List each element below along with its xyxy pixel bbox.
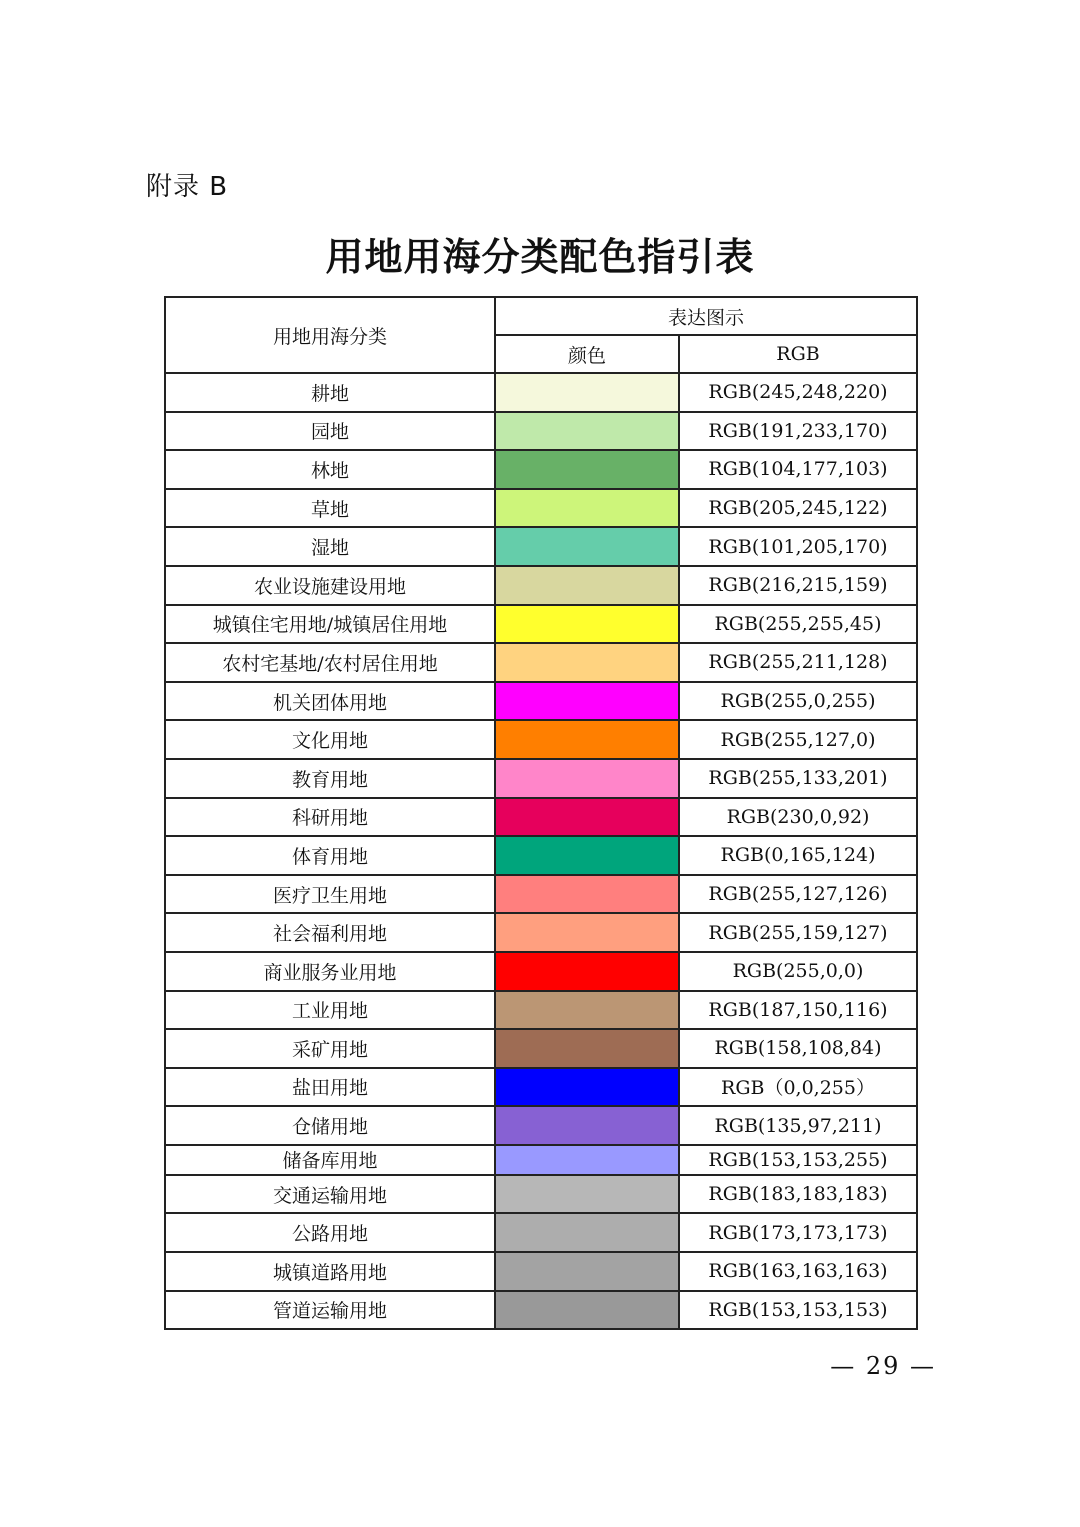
color-swatch	[495, 1145, 679, 1175]
rgb-value: RGB(183,183,183)	[679, 1175, 917, 1214]
color-swatch	[495, 489, 679, 528]
color-swatch	[495, 605, 679, 644]
rgb-value: RGB(230,0,92)	[679, 798, 917, 837]
color-swatch	[495, 527, 679, 566]
land-use-category: 商业服务业用地	[165, 952, 495, 991]
rgb-value: RGB(153,153,255)	[679, 1145, 917, 1175]
land-use-category: 交通运输用地	[165, 1175, 495, 1214]
color-swatch	[495, 875, 679, 914]
rgb-value: RGB(205,245,122)	[679, 489, 917, 528]
rgb-value: RGB(104,177,103)	[679, 450, 917, 489]
land-use-category: 管道运输用地	[165, 1291, 495, 1330]
color-swatch	[495, 1213, 679, 1252]
header-category: 用地用海分类	[165, 297, 495, 373]
color-swatch	[495, 1068, 679, 1107]
table-row	[165, 720, 917, 759]
rgb-value: RGB(0,165,124)	[679, 836, 917, 875]
land-use-category: 园地	[165, 412, 495, 451]
rgb-value: RGB(255,211,128)	[679, 643, 917, 682]
color-swatch	[495, 412, 679, 451]
table-row	[165, 836, 917, 875]
rgb-value: RGB(101,205,170)	[679, 527, 917, 566]
table-row	[165, 1213, 917, 1252]
land-use-category: 工业用地	[165, 991, 495, 1030]
header-expression: 表达图示	[495, 297, 917, 335]
color-swatch	[495, 720, 679, 759]
color-swatch	[495, 952, 679, 991]
table-row	[165, 682, 917, 721]
table-row	[165, 605, 917, 644]
color-swatch	[495, 1029, 679, 1068]
rgb-value: RGB(153,153,153)	[679, 1291, 917, 1330]
land-use-category: 机关团体用地	[165, 682, 495, 721]
color-guide-table	[164, 296, 918, 1330]
table-row	[165, 412, 917, 451]
table-row	[165, 489, 917, 528]
color-swatch	[495, 1252, 679, 1291]
header-color: 颜色	[495, 335, 679, 373]
color-swatch	[495, 682, 679, 721]
table-row	[165, 875, 917, 914]
table-row	[165, 566, 917, 605]
page-number-container	[0, 1352, 1080, 1380]
table-row	[165, 952, 917, 991]
table-row	[165, 643, 917, 682]
color-swatch	[495, 566, 679, 605]
land-use-category: 盐田用地	[165, 1068, 495, 1107]
rgb-value: RGB(163,163,163)	[679, 1252, 917, 1291]
land-use-category: 科研用地	[165, 798, 495, 837]
table-row	[165, 1068, 917, 1107]
rgb-value: RGB(187,150,116)	[679, 991, 917, 1030]
land-use-category: 林地	[165, 450, 495, 489]
land-use-category: 教育用地	[165, 759, 495, 798]
land-use-category: 仓储用地	[165, 1106, 495, 1145]
land-use-category: 耕地	[165, 373, 495, 412]
table-row	[165, 991, 917, 1030]
color-swatch	[495, 836, 679, 875]
table-row	[165, 1029, 917, 1068]
table-row	[165, 1106, 917, 1145]
rgb-value: RGB(255,127,0)	[679, 720, 917, 759]
rgb-value: RGB(255,127,126)	[679, 875, 917, 914]
header-rgb: RGB	[679, 335, 917, 373]
color-swatch	[495, 798, 679, 837]
table-row	[165, 527, 917, 566]
table-row	[165, 1291, 917, 1330]
rgb-value: RGB(173,173,173)	[679, 1213, 917, 1252]
land-use-category: 采矿用地	[165, 1029, 495, 1068]
color-swatch	[495, 1175, 679, 1214]
color-swatch	[495, 643, 679, 682]
land-use-category: 储备库用地	[165, 1145, 495, 1175]
land-use-category: 农业设施建设用地	[165, 566, 495, 605]
rgb-value: RGB(245,248,220)	[679, 373, 917, 412]
table-body	[165, 373, 917, 1329]
color-swatch	[495, 373, 679, 412]
table-row	[165, 1175, 917, 1214]
land-use-category: 公路用地	[165, 1213, 495, 1252]
land-use-category: 草地	[165, 489, 495, 528]
table-row	[165, 798, 917, 837]
rgb-value: RGB(191,233,170)	[679, 412, 917, 451]
color-swatch	[495, 913, 679, 952]
table-row	[165, 759, 917, 798]
table-row	[165, 450, 917, 489]
land-use-category: 社会福利用地	[165, 913, 495, 952]
table-row	[165, 913, 917, 952]
color-swatch	[495, 991, 679, 1030]
rgb-value: RGB(135,97,211)	[679, 1106, 917, 1145]
rgb-value: RGB(255,133,201)	[679, 759, 917, 798]
page-title: 用地用海分类配色指引表	[325, 235, 755, 279]
land-use-category: 医疗卫生用地	[165, 875, 495, 914]
appendix-label: 附录 B	[146, 172, 229, 202]
color-swatch	[495, 450, 679, 489]
table-row	[165, 1145, 917, 1175]
color-swatch	[495, 1291, 679, 1330]
rgb-value: RGB(255,0,255)	[679, 682, 917, 721]
land-use-category: 体育用地	[165, 836, 495, 875]
color-swatch	[495, 759, 679, 798]
land-use-category: 城镇道路用地	[165, 1252, 495, 1291]
land-use-category: 湿地	[165, 527, 495, 566]
table-row	[165, 373, 917, 412]
land-use-category: 城镇住宅用地/城镇居住用地	[165, 605, 495, 644]
rgb-value: RGB(255,255,45)	[679, 605, 917, 644]
color-swatch	[495, 1106, 679, 1145]
rgb-value: RGB（0,0,255）	[679, 1068, 917, 1107]
land-use-category: 文化用地	[165, 720, 495, 759]
rgb-value: RGB(255,159,127)	[679, 913, 917, 952]
rgb-value: RGB(216,215,159)	[679, 566, 917, 605]
table-row	[165, 1252, 917, 1291]
page-number: — 29 —	[830, 1352, 936, 1380]
rgb-value: RGB(158,108,84)	[679, 1029, 917, 1068]
rgb-value: RGB(255,0,0)	[679, 952, 917, 991]
land-use-category: 农村宅基地/农村居住用地	[165, 643, 495, 682]
